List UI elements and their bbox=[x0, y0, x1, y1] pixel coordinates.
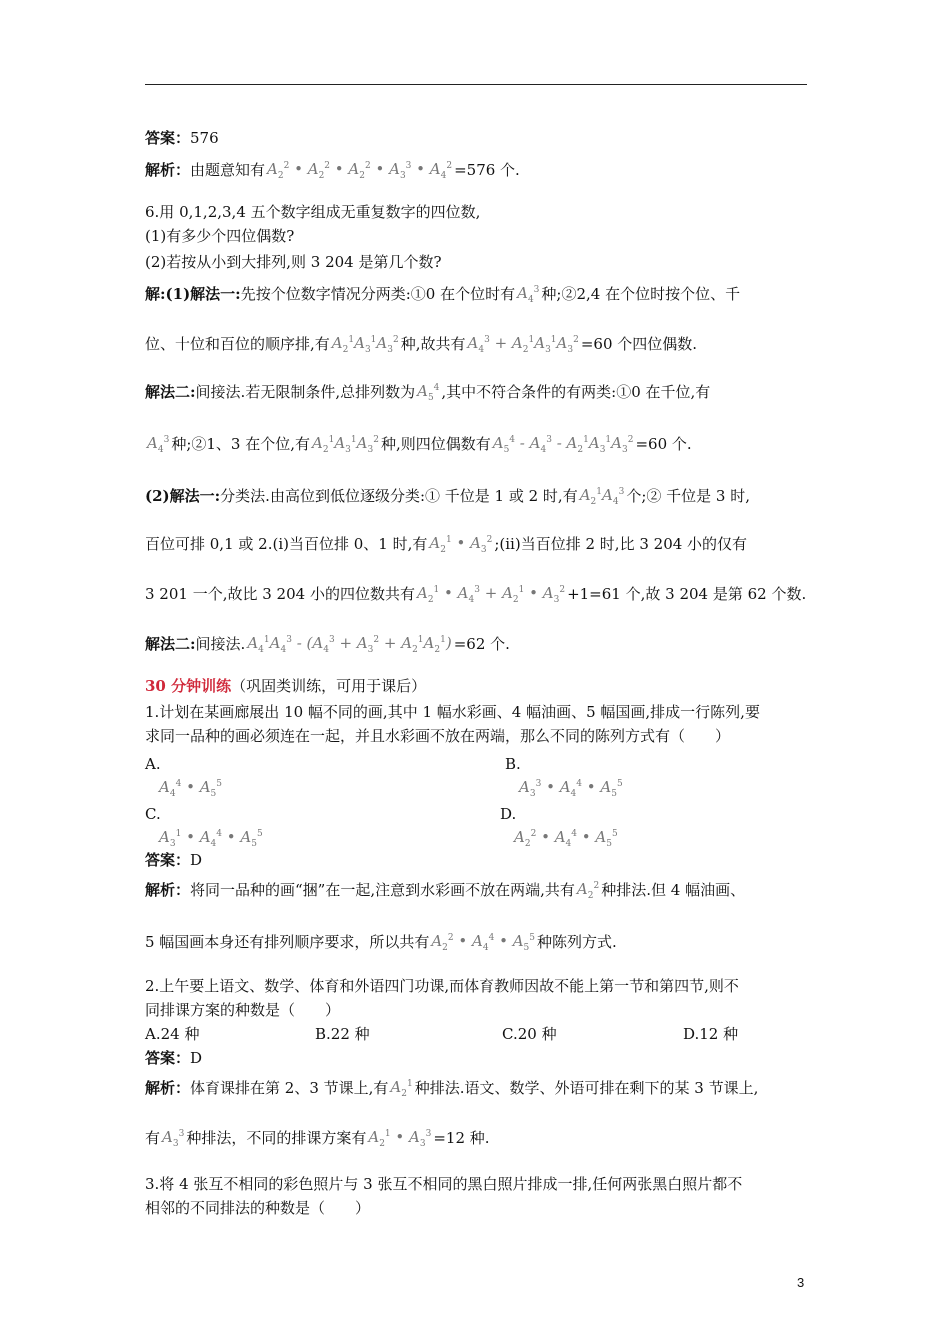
q6-line2 bbox=[145, 330, 697, 360]
part2-method1-label: (2)解法一: bbox=[145, 487, 221, 505]
q6-line3 bbox=[145, 378, 710, 408]
q1-stem-line2: 求同一品种的画必须连在一起，并且水彩画不放在两端，那么不同的陈列方式有（ ） bbox=[145, 727, 731, 745]
line-text: 种排法.语文、数学、外语可排在剩下的某 3 节课上, bbox=[414, 1079, 759, 1097]
explain-text: 由题意知有 bbox=[190, 161, 266, 179]
page-number: 3 bbox=[797, 1275, 805, 1290]
q2-option-c: C.20 种 bbox=[502, 1025, 557, 1043]
formula: $A_5^4 - A_4^3 - A_2^1A_3^1A_3^2$ bbox=[492, 434, 634, 455]
q1-explain-line1 bbox=[145, 876, 745, 906]
solution-label: 解: bbox=[145, 285, 166, 303]
formula: $A_5^4$ bbox=[417, 382, 440, 403]
q2-option-d: D.12 种 bbox=[683, 1025, 739, 1043]
formula: $A_2^1A_3^1A_3^2$ bbox=[312, 434, 379, 455]
q6-stem: 6.用 0,1,2,3,4 五个数字组成无重复数字的四位数, bbox=[145, 203, 481, 221]
line-text: 种排法，不同的排课方案有 bbox=[186, 1129, 367, 1147]
formula: $A_2^1$ bbox=[390, 1078, 413, 1099]
explain-label: 解析： bbox=[145, 1079, 191, 1097]
formula: $A_3^3$ bbox=[162, 1128, 185, 1149]
answer-value: 576 bbox=[190, 129, 219, 147]
answer-value: D bbox=[190, 1049, 203, 1067]
q6-line1 bbox=[145, 280, 740, 310]
q2-explain-line1 bbox=[145, 1074, 758, 1104]
q3-stem-line1: 3.将 4 张互不相同的彩色照片与 3 张互不相同的黑白照片排成一排,任何两张黑白照片都不 bbox=[145, 1175, 743, 1193]
formula: $A_2^2$ • $A_4^4$ • $A_5^5$ bbox=[514, 828, 618, 849]
line-text: 种;②1、3 在个位,有 bbox=[171, 435, 310, 453]
q5-answer-line bbox=[145, 128, 219, 148]
line-text: =62 个. bbox=[453, 635, 510, 653]
line-text: 种,故共有 bbox=[400, 335, 466, 353]
section-header bbox=[145, 676, 426, 696]
q5-explain-line bbox=[145, 156, 520, 186]
q6-line7 bbox=[145, 580, 806, 610]
formula: $A_2^2$ • $A_4^4$ • $A_5^5$ bbox=[431, 932, 536, 953]
option-label: B. bbox=[505, 755, 521, 773]
q2-option-b: B.22 种 bbox=[315, 1025, 370, 1043]
line-text: 间接法.若无限制条件,总排列数为 bbox=[195, 383, 416, 401]
q6-sub2: (2)若按从小到大排列,则 3 204 是第几个数? bbox=[145, 253, 442, 271]
option-label: D. bbox=[500, 805, 517, 823]
formula: $A_3^1$ • $A_4^4$ • $A_5^5$ bbox=[159, 828, 263, 849]
q6-sub1: (1)有多少个四位偶数? bbox=[145, 227, 295, 245]
formula: $A_4^3$ bbox=[517, 284, 540, 305]
line-text: 间接法. bbox=[195, 635, 246, 653]
q3-stem-line2: 相邻的不同排法的种数是（ ） bbox=[145, 1199, 371, 1217]
formula: $A_2^1$ • $A_3^2$ bbox=[429, 534, 493, 555]
q1-answer-line bbox=[145, 850, 202, 870]
line-text: 种排法.但 4 幅油画、 bbox=[601, 881, 746, 899]
formula: $A_2^1A_4^3$ bbox=[579, 486, 625, 507]
line-text: 分类法.由高位到低位逐级分类:① 千位是 1 或 2 时,有 bbox=[220, 487, 578, 505]
formula: $A_4^3$ bbox=[147, 434, 170, 455]
section-title: 30 分钟训练 bbox=[145, 677, 232, 695]
line-text: +1=61 个,故 3 204 是第 62 个数. bbox=[567, 585, 807, 603]
line-text: =60 个. bbox=[635, 435, 692, 453]
formula: $A_3^3$ • $A_4^4$ • $A_5^5$ bbox=[519, 778, 623, 799]
option-label: C. bbox=[145, 805, 161, 823]
line-text: 种,则四位偶数有 bbox=[380, 435, 491, 453]
formula: $A_2^2$ bbox=[576, 880, 600, 901]
q6-line5 bbox=[145, 482, 750, 512]
line-text: 5 幅国画本身还有排列顺序要求，所以共有 bbox=[145, 933, 430, 951]
formula: $A_2^2$ • $A_2^2$ • $A_2^2$ • $A_3^3$ • $A_4^2$ bbox=[267, 160, 453, 181]
formula: $A_2^1A_3^1A_3^2$ bbox=[331, 334, 399, 355]
line-text: ,其中不符合条件的有两类:①0 在千位,有 bbox=[441, 383, 711, 401]
q1-stem-line1: 1.计划在某画廊展出 10 幅不同的画,其中 1 幅水彩画、4 幅油画、5 幅国画,排成一行陈列,要 bbox=[145, 703, 760, 721]
q1-option-c bbox=[145, 804, 265, 854]
q1-option-a bbox=[145, 754, 224, 804]
method1-label: (1)解法一: bbox=[165, 285, 241, 303]
line-text: 种;②2,4 在个位时按个位、千 bbox=[541, 285, 741, 303]
part2-method2-label: 解法二: bbox=[145, 635, 196, 653]
line-text: 有 bbox=[145, 1129, 161, 1147]
q6-line4 bbox=[145, 430, 692, 460]
q2-explain-line2 bbox=[145, 1124, 490, 1154]
line-text: 位、十位和百位的顺序排,有 bbox=[145, 335, 330, 353]
explain-label: 解析： bbox=[145, 161, 191, 179]
answer-value: D bbox=[190, 851, 203, 869]
section-subtitle: （巩固类训练，可用于课后） bbox=[231, 677, 427, 695]
line-text: ;(ⅱ)当百位排 2 时,比 3 204 小的仅有 bbox=[494, 535, 748, 553]
line-text: 种陈列方式. bbox=[537, 933, 617, 951]
q6-line8 bbox=[145, 630, 510, 660]
line-text: 先按个位数字情况分两类:①0 在个位时有 bbox=[240, 285, 516, 303]
q2-stem-line2: 同排课方案的种数是（ ） bbox=[145, 1001, 341, 1019]
q1-option-b bbox=[505, 754, 625, 804]
line-text: 百位可排 0,1 或 2.(ⅰ)当百位排 0、1 时,有 bbox=[145, 535, 428, 553]
option-label: A. bbox=[145, 755, 161, 773]
answer-label: 答案： bbox=[145, 1049, 191, 1067]
q2-answer-line bbox=[145, 1048, 202, 1068]
q2-option-a: A.24 种 bbox=[145, 1025, 200, 1043]
q2-stem-line1: 2.上午要上语文、数学、体育和外语四门功课,而体育教师因故不能上第一节和第四节,则不 bbox=[145, 977, 739, 995]
method2-label: 解法二: bbox=[145, 383, 196, 401]
answer-label: 答案： bbox=[145, 851, 191, 869]
q1-option-d bbox=[500, 804, 620, 854]
formula: $A_2^1$ • $A_4^3 + A_2^1$ • $A_3^2$ bbox=[416, 584, 566, 605]
formula: $A_4^4$ • $A_5^5$ bbox=[159, 778, 222, 799]
header-rule bbox=[145, 84, 807, 85]
line-text: =60 个四位偶数. bbox=[580, 335, 698, 353]
formula: $A_4^3 + A_2^1A_3^1A_3^2$ bbox=[467, 334, 579, 355]
q6-line6 bbox=[145, 530, 747, 560]
line-text: 3 201 一个,故比 3 204 小的四位数共有 bbox=[145, 585, 415, 603]
line-text: 将同一品种的画“捆”在一起,注意到水彩画不放在两端,共有 bbox=[190, 881, 575, 899]
answer-label: 答案： bbox=[145, 129, 191, 147]
line-text: 个;② 千位是 3 时, bbox=[626, 487, 750, 505]
explain-label: 解析： bbox=[145, 881, 191, 899]
q1-explain-line2 bbox=[145, 928, 617, 958]
line-text: =12 种. bbox=[433, 1129, 490, 1147]
formula: $A_2^1$ • $A_3^3$ bbox=[368, 1128, 432, 1149]
line-text: 体育课排在第 2、3 节课上,有 bbox=[190, 1079, 389, 1097]
result-text: =576 个. bbox=[454, 161, 520, 179]
formula: $A_4^1A_4^3 - (A_4^3 + A_3^2 + A_2^1A_2^1)$ bbox=[247, 634, 452, 655]
